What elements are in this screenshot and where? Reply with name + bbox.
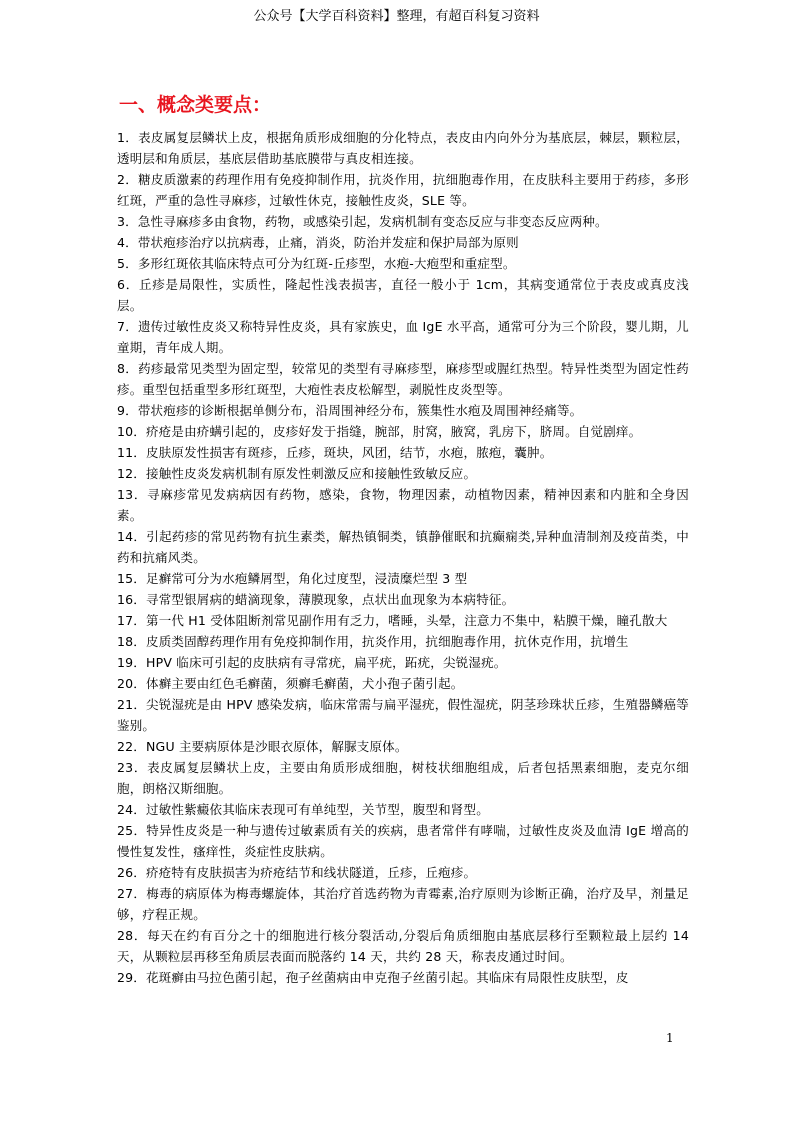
list-item: 6．丘疹是局限性，实质性，隆起性浅表损害，直径一般小于 1cm，其病变通常位于表皮或真皮浅层。 <box>117 277 689 313</box>
list-item: 14．引起药疹的常见药物有抗生素类，解热镇铜类，镇静催眠和抗癫痫类,异种血清制剂及疫苗类，中药和抗痛风类。 <box>117 529 689 565</box>
list-item: 22．NGU 主要病原体是沙眼衣原体，解脲支原体。 <box>117 739 408 754</box>
list-item: 8．药疹最常见类型为固定型，较常见的类型有寻麻疹型，麻疹型或腥红热型。特异性类型为固定性药疹。重型包括重型多形红斑型，大疱性表皮松解型，剥脱性皮炎型等。 <box>117 361 689 397</box>
page-number: 1 <box>666 1031 674 1045</box>
section-title: 一、概念类要点： <box>119 94 272 116</box>
list-item: 26．疥疮特有皮肤损害为疥疮结节和线状隧道，丘疹，丘疱疹。 <box>117 865 477 880</box>
list-item: 27．梅毒的病原体为梅毒螺旋体，其治疗首选药物为青霉素,治疗原则为诊断正确，治疗及早，剂量足够，疗程正规。 <box>117 886 689 922</box>
list-item: 9．带状疱疹的诊断根据单侧分布，沿周围神经分布，簇集性水疱及周围神经痛等。 <box>117 403 583 418</box>
list-item: 21．尖锐湿疣是由 HPV 感染发病，临床常需与扁平湿疣，假性湿疣，阴茎珍珠状丘疹，生殖器鳞癌等鉴别。 <box>117 697 689 733</box>
list-item: 16．寻常型银屑病的蜡滴现象，薄膜现象，点状出血现象为本病特征。 <box>117 592 515 607</box>
list-item: 24．过敏性紫癜依其临床表现可有单纯型，关节型，腹型和肾型。 <box>117 802 489 817</box>
list-item: 25．特异性皮炎是一种与遗传过敏素质有关的疾病，患者常伴有哮喘，过敏性皮炎及血清 IgE 增高的慢性复发性，瘙痒性，炎症性皮肤病。 <box>117 823 689 859</box>
list-item: 29．花斑癣由马拉色菌引起，孢子丝菌病由申克孢子丝菌引起。其临床有局限性皮肤型，皮 <box>117 970 629 985</box>
list-item: 15．足癣常可分为水疱鳞屑型，角化过度型，浸渍糜烂型 3 型 <box>117 571 468 586</box>
list-item: 19．HPV 临床可引起的皮肤病有寻常疣，扁平疣，跖疣，尖锐湿疣。 <box>117 655 507 670</box>
list-item: 28．每天在约有百分之十的细胞进行核分裂活动,分裂后角质细胞由基底层移行至颗粒最上层约 14 天，从颗粒层再移至角质层表面而脱落约 14 天，共约 28 天，称表皮通过时间。 <box>117 928 689 964</box>
page-header: 公众号【大学百科资料】整理，有超百科复习资料 <box>253 9 540 24</box>
list-item: 11．皮肤原发性损害有斑疹，丘疹，斑块，风团，结节，水疱，脓疱，囊肿。 <box>117 445 553 460</box>
list-item: 10．疥疮是由疥螨引起的，皮疹好发于指缝，腕部，肘窝，腋窝，乳房下，脐周。自觉剧痒。 <box>117 424 642 439</box>
list-item: 2．糖皮质激素的药理作用有免疫抑制作用，抗炎作用，抗细胞毒作用，在皮肤科主要用于药疹，多形红斑，严重的急性寻麻疹，过敏性休克，接触性皮炎，SLE 等。 <box>117 172 689 208</box>
list-item: 5．多形红斑依其临床特点可分为红斑-丘疹型，水疱-大疱型和重症型。 <box>117 256 516 271</box>
list-item: 13．寻麻疹常见发病病因有药物，感染，食物，物理因素，动植物因素，精神因素和内脏和全身因素。 <box>117 487 689 523</box>
list-item: 7．遗传过敏性皮炎又称特异性皮炎，具有家族史，血 IgE 水平高，通常可分为三个阶段，婴儿期，儿童期，青年成人期。 <box>117 319 689 355</box>
list-item: 3．急性寻麻疹多由食物，药物，或感染引起，发病机制有变态反应与非变态反应两种。 <box>117 214 608 229</box>
list-item: 1．表皮属复层鳞状上皮，根据角质形成细胞的分化特点，表皮由内向外分为基底层，棘层，颗粒层，透明层和角质层，基底层借助基底膜带与真皮相连接。 <box>117 130 689 166</box>
list-item: 17．第一代 H1 受体阻断剂常见副作用有乏力，嗜睡，头晕，注意力不集中，粘膜干燥，瞳孔散大 <box>117 613 668 628</box>
list-item: 23．表皮属复层鳞状上皮，主要由角质形成细胞，树枝状细胞组成，后者包括黑素细胞，麦克尔细胞，朗格汉斯细胞。 <box>117 760 689 796</box>
list-item: 4．带状疱疹治疗以抗病毒，止痛，消炎，防治并发症和保护局部为原则 <box>117 235 519 250</box>
concept-list <box>117 127 689 988</box>
list-item: 18．皮质类固醇药理作用有免疫抑制作用，抗炎作用，抗细胞毒作用，抗休克作用，抗增生 <box>117 634 629 649</box>
list-item: 20．体癣主要由红色毛癣菌，须癣毛癣菌，犬小孢子菌引起。 <box>117 676 464 691</box>
list-item: 12．接触性皮炎发病机制有原发性刺激反应和接触性致敏反应。 <box>117 466 477 481</box>
